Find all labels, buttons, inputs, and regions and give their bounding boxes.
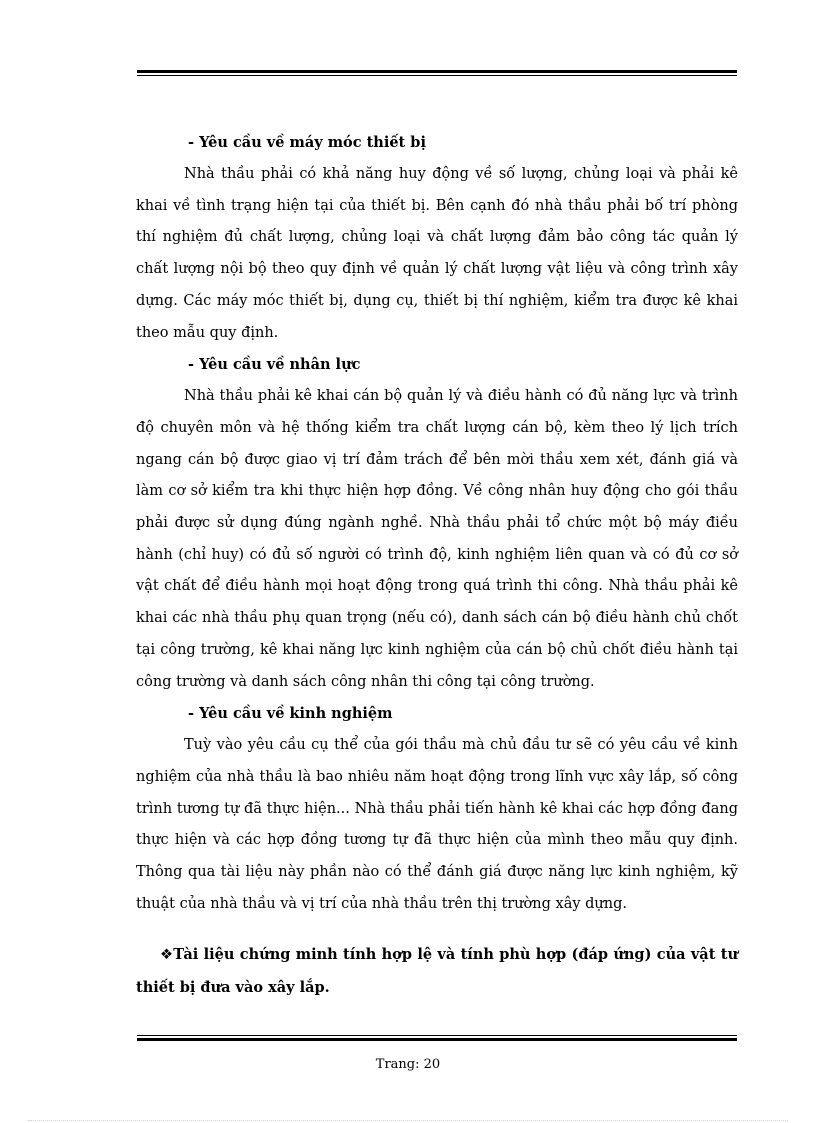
section-personnel [136, 349, 738, 698]
bullet-text: Tài liệu chứng minh tính hợp lệ và tính phù hợp (đáp ứng) của vật tư thiết bị đưa vào xây lắp. [136, 946, 738, 997]
section-experience [136, 698, 738, 920]
page-number: Trang: 20 [375, 1057, 441, 1072]
section-heading: - Yêu cầu về nhân lực [188, 356, 361, 374]
page-content [136, 127, 738, 1004]
section-equipment [136, 127, 738, 349]
section-body: Tuỳ vào yêu cầu cụ thể của gói thầu mà chủ đầu tư sẽ có yêu cầu về kinh nghiệm của nhà thầu là bao nhiêu năm hoạt động trong lĩnh vực xây lắp, số công trình tương tự đã thực hiện... Nhà thầu phải tiến hành kê khai các hợp đồng đang thực hiện và các hợp đồng tương tự đã thực hiện của mình theo mẫu quy định. Thông qua tài liệu này phần nào có thể đánh giá được năng lực kinh nghiệm, kỹ thuật của nhà thầu và vị trí của nhà thầu trên thị trường xây dựng. [136, 737, 738, 912]
diamond-bullet-icon: ❖ [160, 947, 174, 964]
header-rule [137, 70, 737, 76]
section-heading: - Yêu cầu về máy móc thiết bị [188, 134, 426, 151]
section-heading: - Yêu cầu về kinh nghiệm [188, 705, 393, 723]
bullet-heading [136, 939, 738, 1003]
section-body: Nhà thầu phải có khả năng huy động về số lượng, chủng loại và phải kê khai về tình trạng hiện tại của thiết bị. Bên cạnh đó nhà thầu phải bố trí phòng thí nghiệm đủ chất lượng, chủng loại và chất lượng đảm bảo công tác quản lý chất lượng nội bộ theo quy định về quản lý chất lượng vật liệu và công trình xây dựng. Các máy móc thiết bị, dụng cụ, thiết bị thí nghiệm, kiểm tra được kê khai theo mẫu quy định. [136, 166, 738, 341]
section-body: Nhà thầu phải kê khai cán bộ quản lý và điều hành có đủ năng lực và trình độ chuyên môn và hệ thống kiểm tra chất lượng cán bộ, kèm theo lý lịch trích ngang cán bộ được giao vị trí đảm trách để bên mời thầu xem xét, đánh giá và làm cơ sở kiểm tra khi thực hiện hợp đồng. Về công nhân huy động cho gói thầu phải được sử dụng đúng ngành nghề. Nhà thầu phải tổ chức một bộ máy điều hành (chỉ huy) có đủ số người có trình độ, kinh nghiệm liên quan và có đủ cơ sở vật chất để điều hành mọi hoạt động trong quá trình thi công. Nhà thầu phải kê khai các nhà thầu phụ quan trọng (nếu có), danh sách cán bộ điều hành chủ chốt tại công trường, kê khai năng lực kinh nghiệm của cán bộ chủ chốt điều hành tại công trường và danh sách công nhân thi công tại công trường. [136, 388, 738, 690]
footer-rule [137, 1035, 737, 1041]
page-edge-divider [28, 1120, 788, 1121]
